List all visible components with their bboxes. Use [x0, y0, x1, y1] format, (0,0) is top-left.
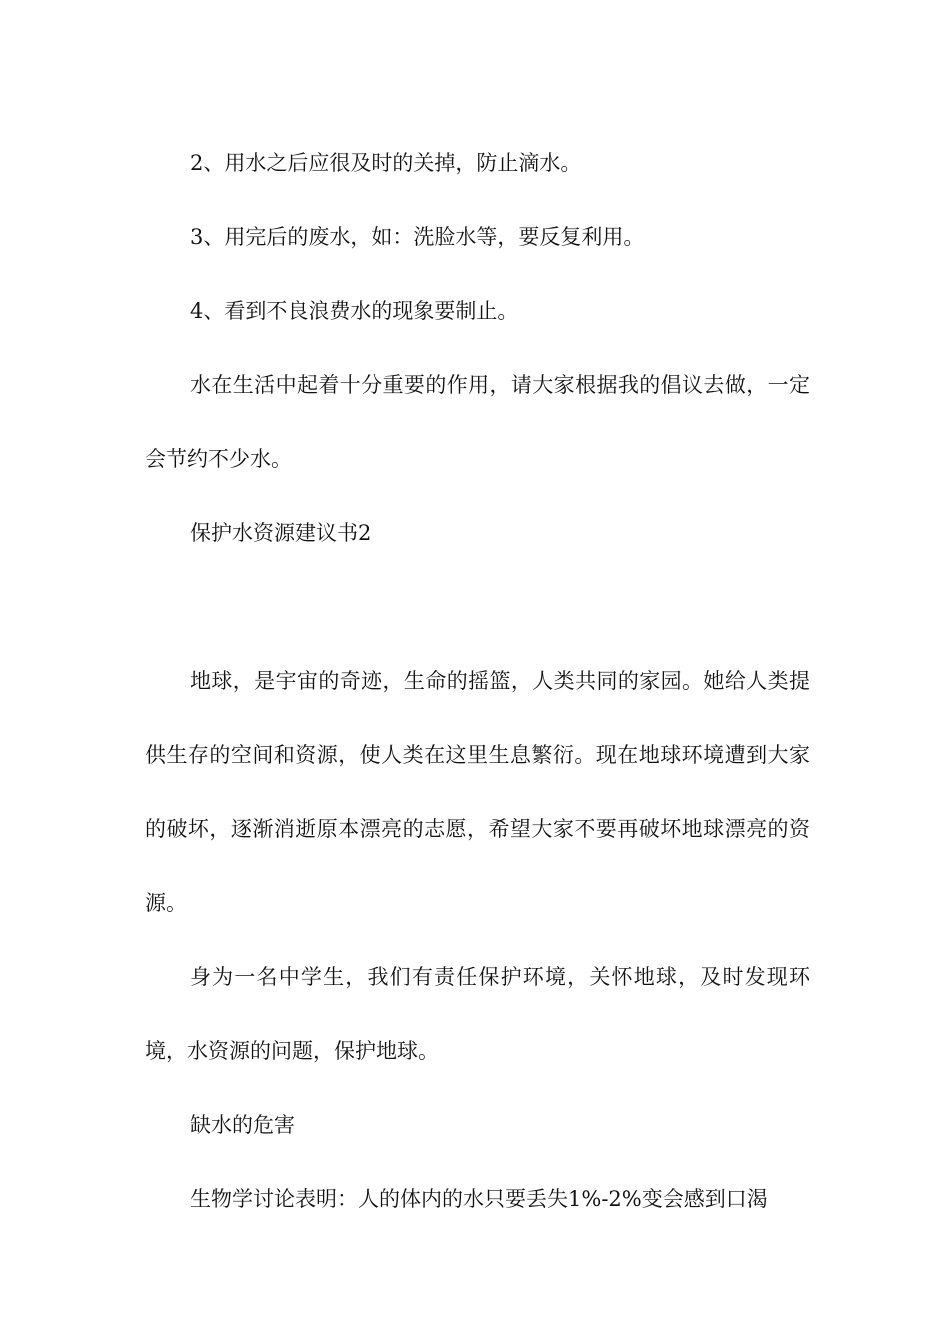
section-heading-proposal-2: 保护水资源建议书2 [190, 521, 372, 545]
paragraph-student-duty: 身为一名中学生，我们有责任保护环境，关怀地球，及时发现环境，水资源的问题，保护地球。 [145, 965, 810, 1063]
blank-line [145, 570, 810, 644]
section-heading-water-shortage: 缺水的危害 [190, 1113, 295, 1137]
paragraph-conclusion: 水在生活中起着十分重要的作用，请大家根据我的倡议去做，一定会节约不少水。 [145, 373, 810, 471]
paragraph-tip-2: 2、用水之后应很及时的关掉，防止滴水。 [190, 151, 582, 175]
paragraph-earth-intro: 地球，是宇宙的奇迹，生命的摇篮，人类共同的家园。她给人类提供生存的空间和资源，使人类在这里生息繁衍。现在地球环境遭到大家的破坏，逐渐消逝原本漂亮的志愿，希望大家不要再破坏地球漂亮的资源。 [145, 669, 810, 915]
paragraph-biology-study: 生物学讨论表明：人的体内的水只要丢失1%-2%变会感到口渴 [190, 1187, 768, 1211]
paragraph-tip-3: 3、用完后的废水，如：洗脸水等，要反复利用。 [190, 225, 645, 249]
document-body [145, 126, 810, 1236]
paragraph-tip-4: 4、看到不良浪费水的现象要制止。 [190, 299, 519, 323]
